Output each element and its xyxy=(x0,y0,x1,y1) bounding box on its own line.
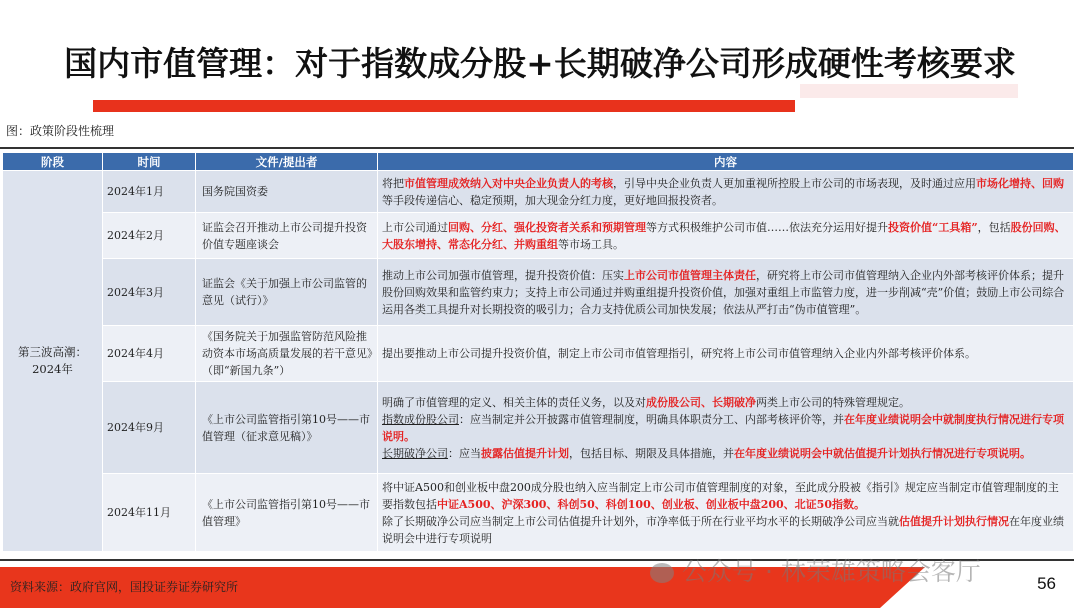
time-cell: 2024年4月 xyxy=(103,326,196,382)
content-text: 明确了市值管理的定义、相关主体的责任义务，以及对 xyxy=(382,395,646,409)
watermark xyxy=(650,552,981,588)
highlight-text: 在年度业绩说明会中就制度执行情况进行专项说明。 xyxy=(382,412,1064,443)
time-cell: 2024年2月 xyxy=(103,213,196,259)
header-content: 内容 xyxy=(378,153,1074,171)
figure-caption: 图：政策阶段性梳理 xyxy=(6,124,115,138)
divider xyxy=(0,147,1074,149)
content-text: 等手段传递信心、稳定预期，加大现金分红力度，更好地回报投资者。 xyxy=(382,193,723,207)
document-cell: 《上市公司监管指引第10号——市值管理（征求意见稿）》 xyxy=(196,382,378,474)
highlight-text: 股份回购、大股东增持、常态化分红、并购重组 xyxy=(382,220,1066,251)
document-cell: 《国务院关于加强监管防范风险推动资本市场高质量发展的若干意见》（即“新国九条”） xyxy=(196,326,378,382)
source-note: 资料来源：政府官网，国投证券证券研究所 xyxy=(10,580,239,594)
content-text: ，引导中央企业负责人更加重视所控股上市公司的市场表现，及时通过应用 xyxy=(613,176,976,190)
content-text: 提出要推动上市公司提升投资价值，制定上市公司市值管理指引，研究将上市公司市值管理纳入企业内外部考核评价体系。 xyxy=(382,347,976,360)
time-cell: 2024年9月 xyxy=(103,382,196,474)
highlight-text: 回购、分红、强化投资者关系和预期管理 xyxy=(448,220,646,234)
policy-table xyxy=(2,152,1074,552)
highlight-text: 市场化增持、回购 xyxy=(976,176,1064,190)
content-text: 推动上市公司加强市值管理，提升投资价值：压实 xyxy=(382,268,624,282)
highlight-text: 披露估值提升计划 xyxy=(481,446,569,460)
content-text: 长期破净公司 xyxy=(382,446,448,460)
content-cell xyxy=(378,326,1074,382)
content-text: 在年度业绩说明会中进行专项说明 xyxy=(382,514,1064,545)
document-cell: 证监会召开推动上市公司提升投资价值专题座谈会 xyxy=(196,213,378,259)
content-text: 除了长期破净公司应当制定上市公司估值提升计划外，市净率低于所在行业平均水平的长期破净公司应当就 xyxy=(382,514,899,528)
content-cell xyxy=(378,382,1074,474)
highlight-text: 中证A500、沪深300、科创50、科创100、创业板、创业板中盘200、北证50指数。 xyxy=(437,497,865,511)
content-text: 等方式积极维护公司市值……依法充分运用好提升 xyxy=(646,220,888,234)
highlight-text: 在年度业绩说明会中就估值提升计划执行情况进行专项说明。 xyxy=(734,446,1031,460)
content-text: ，研究将上市公司市值管理纳入企业内外部考核评价体系；提升股份回购效果和监管约束力；支持上市公司通过并购重组提升投资价值，加强对重组上市监管力度，进一步削减“壳”价值；鼓励上市公司综合运用各类工具提升对长期投资的吸引力；合力支持优质公司加快发展；依法从严打击“伪市值管理”。 xyxy=(382,268,1065,316)
content-text: ，包括目标、期限及具体措施，并 xyxy=(569,446,734,460)
content-text: 上市公司通过 xyxy=(382,220,448,234)
header-stage: 阶段 xyxy=(3,153,103,171)
table-row xyxy=(3,326,1074,382)
time-cell: 2024年3月 xyxy=(103,259,196,326)
content-cell xyxy=(378,171,1074,213)
time-cell: 2024年11月 xyxy=(103,474,196,552)
decorative-bar xyxy=(800,84,1018,98)
content-cell xyxy=(378,474,1074,552)
table-row xyxy=(3,171,1074,213)
table-row xyxy=(3,474,1074,552)
document-cell: 《上市公司监管指引第10号——市值管理》 xyxy=(196,474,378,552)
content-text: 将把 xyxy=(382,176,404,190)
page-number: 56 xyxy=(1037,574,1056,593)
content-text: ：应当 xyxy=(448,446,481,460)
content-text: 等市场工具。 xyxy=(558,237,624,251)
highlight-text: 市值管理成效纳入对中央企业负责人的考核 xyxy=(404,176,613,190)
page-title: 国内市值管理：对于指数成分股+长期破净公司形成硬性考核要求 xyxy=(64,44,1016,83)
highlight-text: 估值提升计划执行情况 xyxy=(899,514,1009,528)
content-text: 两类上市公司的特殊管理规定。 xyxy=(756,395,910,409)
content-text: ，包括 xyxy=(977,220,1011,234)
highlight-text: 上市公司市值管理主体责任 xyxy=(624,268,756,282)
stage-cell: 第三波高潮：2024年 xyxy=(3,171,103,552)
content-text: 将中证A500和创业板中盘200成分股也纳入应当制定上市公司市值管理制度的对象，至此成分股被《指引》规定应当制定市值管理制度的主要指数包括 xyxy=(382,480,1059,511)
header-time: 时间 xyxy=(103,153,196,171)
table-row xyxy=(3,259,1074,326)
content-text: 指数成份股公司 xyxy=(382,412,459,426)
document-cell: 国务院国资委 xyxy=(196,171,378,213)
content-cell xyxy=(378,259,1074,326)
document-cell: 证监会《关于加强上市公司监管的意见（试行）》 xyxy=(196,259,378,326)
content-cell xyxy=(378,213,1074,259)
highlight-text: 投资价值“工具箱” xyxy=(888,220,978,234)
title-underline-bar xyxy=(93,100,795,112)
header-document: 文件/提出者 xyxy=(196,153,378,171)
watermark-text: 公众号 · 林荣雄策略会客厅 xyxy=(682,557,981,586)
wechat-icon xyxy=(650,563,674,583)
highlight-text: 成份股公司、长期破净 xyxy=(646,395,756,409)
table-row xyxy=(3,382,1074,474)
table-row xyxy=(3,213,1074,259)
time-cell: 2024年1月 xyxy=(103,171,196,213)
content-text: ：应当制定并公开披露市值管理制度，明确具体职责分工、内部考核评价等，并 xyxy=(459,412,844,426)
